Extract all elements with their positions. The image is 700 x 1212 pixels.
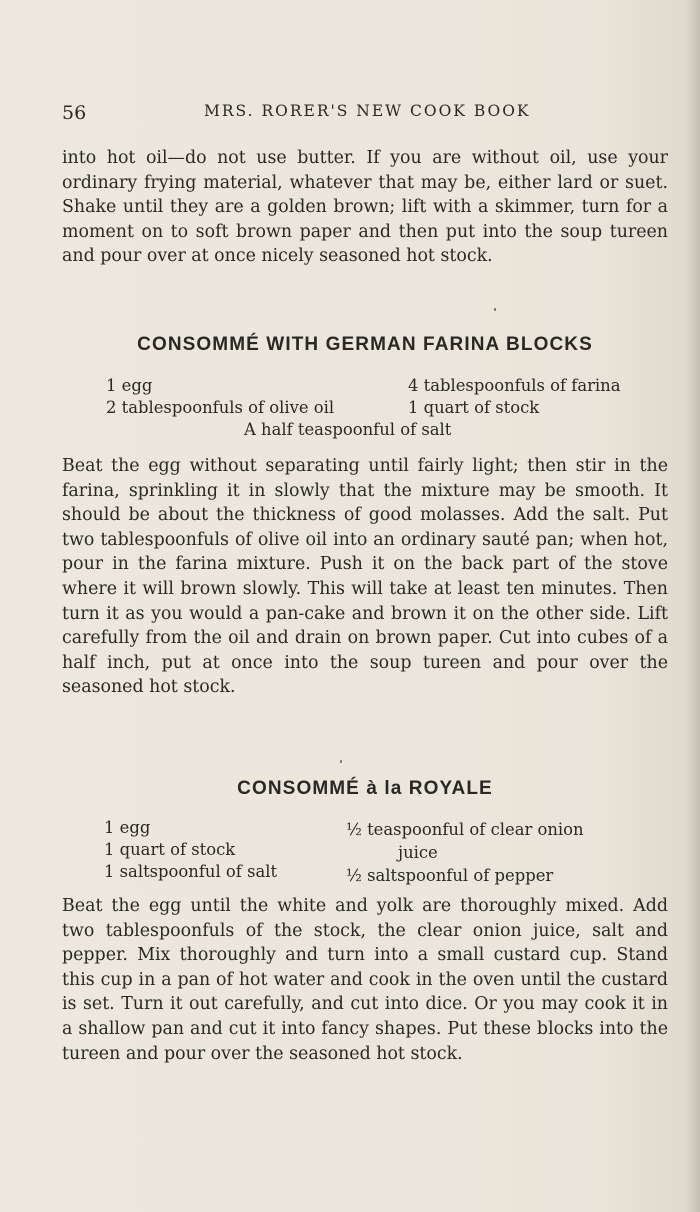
- running-head: [62, 100, 632, 128]
- running-title: MRS. RORER'S NEW COOK BOOK: [204, 102, 531, 120]
- ingredient-item: 2 tablespoonfuls of olive oil: [106, 398, 335, 417]
- intro-paragraph: into hot oil—do not use butter. If you are without oil, use your ordinary frying material, whatever that may be, either lard or suet. Shake until they are a golden brown; lift with a skimmer, turn for a moment on to soft brown paper and then put into the soup tureen and pour over at once nicely seasoned hot stock.: [62, 148, 668, 267]
- print-speck: [340, 760, 342, 763]
- page-number: 56: [62, 102, 87, 124]
- ingredient-item: 1 egg: [104, 818, 151, 837]
- print-speck: [494, 308, 496, 311]
- recipe-1-title: CONSOMMÉ WITH GERMAN FARINA BLOCKS: [137, 334, 593, 355]
- recipe-2-directions: Beat the egg until the white and yolk are thoroughly mixed. Add two tablespoonfuls of the stock, the clear onion juice, salt and pepper. Mix thoroughly and turn into a small custard cup. Stand this cup in a pan of hot water and cook in the oven until the custard is set. Turn it out carefully, and cut into dice. Or you may cook it in a shallow pan and cut it into fancy shapes. Put these blocks into the tureen and pour over the seasoned hot stock.: [62, 896, 668, 1064]
- ingredient-item: 1 egg: [106, 376, 153, 395]
- recipe-1-directions: Beat the egg without separating until fairly light; then stir in the farina, sprinkling it in slowly that the mixture may be smooth. It should be about the thickness of good molasses. Add the salt. Put two tablespoonfuls of olive oil into an ordinary sauté pan; when hot, pour in the farina mixture. Push it on the back part of the stove where it will brown slowly. This will take at least ten minutes. Then turn it as you would a pan-cake and brown it on the other side. Lift carefully from the oil and drain on brown paper. Cut into cubes of a half inch, put at once into the soup tureen and pour over the seasoned hot stock.: [62, 456, 668, 698]
- page-spine-shadow: [686, 0, 700, 1212]
- ingredient-item: juice: [398, 843, 438, 862]
- ingredient-item: 1 quart of stock: [408, 398, 540, 417]
- ingredient-item: 1 quart of stock: [104, 840, 236, 859]
- ingredient-item: A half teaspoonful of salt: [244, 420, 452, 439]
- ingredient-item: 1 saltspoonful of salt: [104, 862, 278, 881]
- ingredient-item: ½ saltspoonful of pepper: [346, 866, 554, 885]
- recipe-2-title: CONSOMMÉ à la ROYALE: [237, 778, 493, 799]
- ingredient-item: ½ teaspoonful of clear onion: [346, 820, 584, 839]
- ingredient-item: 4 tablespoonfuls of farina: [408, 376, 621, 395]
